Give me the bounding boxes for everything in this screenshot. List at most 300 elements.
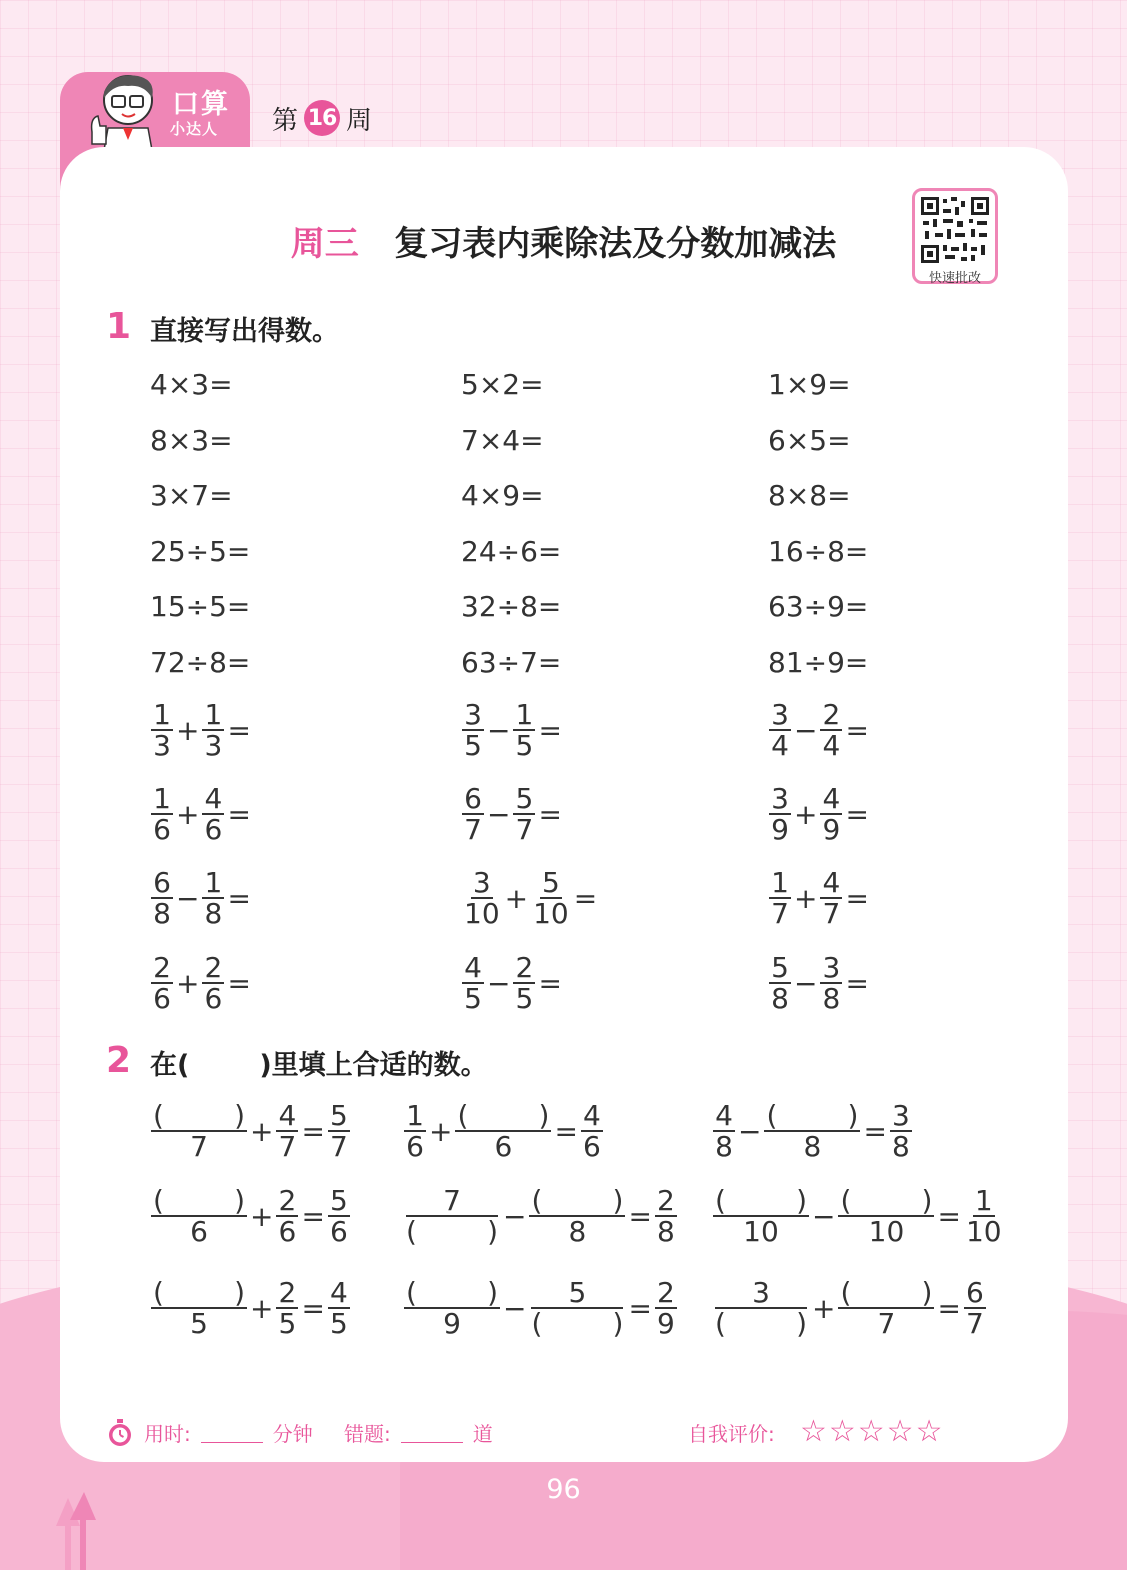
fraction bbox=[403, 1278, 501, 1339]
denominator: 10 bbox=[464, 897, 500, 931]
errors-field bbox=[344, 1418, 493, 1447]
numerator: 1 bbox=[151, 784, 173, 815]
numerator: 1 bbox=[513, 700, 535, 731]
operator: + bbox=[250, 1291, 274, 1325]
fraction-problem bbox=[150, 868, 253, 929]
numerator: 3 bbox=[820, 953, 842, 984]
denominator: 6 bbox=[204, 813, 223, 847]
fraction bbox=[889, 1101, 913, 1162]
fraction bbox=[512, 953, 536, 1014]
problem: 6×5= bbox=[768, 424, 851, 457]
denominator: 3 bbox=[204, 729, 223, 763]
paren-close: ) bbox=[487, 1276, 498, 1309]
numerator: 1 bbox=[151, 700, 173, 731]
denominator: 7 bbox=[515, 813, 534, 847]
denominator: 6 bbox=[330, 1215, 348, 1249]
equals: = bbox=[538, 713, 562, 747]
paren-open: ( bbox=[840, 1184, 852, 1217]
fraction bbox=[150, 1186, 248, 1247]
numerator bbox=[151, 1278, 247, 1309]
problem: 25÷5= bbox=[150, 535, 251, 568]
denominator: 5 bbox=[330, 1307, 348, 1341]
fraction bbox=[150, 1278, 248, 1339]
fill-problem bbox=[712, 1278, 987, 1339]
equals: = bbox=[554, 1114, 578, 1148]
qr-code-icon bbox=[921, 197, 989, 263]
fraction bbox=[150, 784, 174, 845]
denominator: 5 bbox=[464, 729, 482, 763]
answer-blank[interactable] bbox=[406, 1278, 498, 1307]
errors-unit: 道 bbox=[472, 1422, 493, 1446]
numerator: 5 bbox=[540, 868, 562, 899]
numerator bbox=[529, 1186, 625, 1217]
denominator: 8 bbox=[153, 897, 171, 931]
operator: + bbox=[504, 881, 529, 915]
denominator: 6 bbox=[494, 1130, 513, 1164]
numerator: 4 bbox=[713, 1101, 735, 1132]
equals: = bbox=[845, 713, 869, 747]
fraction bbox=[201, 700, 225, 761]
denominator: 4 bbox=[822, 729, 841, 763]
operator: + bbox=[429, 1114, 453, 1148]
denominator: 10 bbox=[743, 1215, 779, 1249]
numerator bbox=[151, 1186, 247, 1217]
section-1-number: 1 bbox=[106, 306, 132, 347]
fill-problem bbox=[403, 1101, 604, 1162]
answer-blank[interactable] bbox=[766, 1101, 858, 1130]
equals: = bbox=[573, 881, 598, 915]
numerator: 3 bbox=[471, 868, 493, 899]
fraction bbox=[768, 700, 792, 761]
operator: + bbox=[176, 713, 200, 747]
numerator: 5 bbox=[531, 1278, 623, 1309]
fraction-problem bbox=[461, 953, 564, 1014]
fraction bbox=[528, 1278, 626, 1339]
fraction bbox=[461, 784, 485, 845]
fraction bbox=[512, 784, 536, 845]
page-number: 96 bbox=[546, 1474, 581, 1505]
time-input-line[interactable] bbox=[201, 1442, 263, 1443]
numerator: 3 bbox=[715, 1278, 807, 1309]
numerator: 2 bbox=[820, 700, 842, 731]
fraction bbox=[654, 1278, 678, 1339]
answer-blank[interactable] bbox=[153, 1186, 245, 1215]
denominator: 8 bbox=[771, 982, 789, 1016]
stopwatch-icon bbox=[106, 1418, 134, 1448]
equals: = bbox=[863, 1114, 887, 1148]
numerator: 6 bbox=[462, 784, 484, 815]
equals: = bbox=[227, 966, 251, 1000]
equals: = bbox=[937, 1291, 961, 1325]
numerator: 6 bbox=[151, 868, 173, 899]
heading-day: 周三 bbox=[290, 224, 359, 264]
fraction bbox=[275, 1186, 299, 1247]
equals: = bbox=[937, 1199, 961, 1233]
fraction bbox=[327, 1186, 351, 1247]
denominator: 9 bbox=[822, 813, 841, 847]
fraction bbox=[150, 953, 174, 1014]
fraction bbox=[580, 1101, 604, 1162]
denominator: 7 bbox=[966, 1307, 984, 1341]
answer-blank[interactable] bbox=[840, 1278, 932, 1307]
numerator: 2 bbox=[276, 1278, 298, 1309]
operator: − bbox=[794, 966, 818, 1000]
denominator: 10 bbox=[965, 1215, 1002, 1249]
denominator: 5 bbox=[515, 982, 534, 1016]
paren-open: ( bbox=[531, 1184, 543, 1217]
problem: 63÷9= bbox=[768, 590, 869, 623]
numerator: 4 bbox=[820, 784, 842, 815]
errors-input-line[interactable] bbox=[401, 1442, 463, 1443]
operator: − bbox=[812, 1199, 836, 1233]
fraction-problem bbox=[461, 784, 564, 845]
fraction bbox=[819, 868, 843, 929]
numerator: 7 bbox=[406, 1186, 498, 1217]
fraction bbox=[530, 868, 572, 929]
fraction bbox=[512, 700, 536, 761]
denominator: 9 bbox=[443, 1307, 461, 1341]
fraction bbox=[763, 1101, 861, 1162]
section-2-title-suffix: )里填上合适的数。 bbox=[259, 1050, 488, 1081]
numerator: 1 bbox=[973, 1186, 995, 1217]
errors-label: 错题: bbox=[344, 1422, 391, 1446]
paren-open: ( bbox=[457, 1099, 469, 1132]
paren-close: ) bbox=[234, 1184, 245, 1217]
numerator: 6 bbox=[964, 1278, 986, 1309]
section-2-number: 2 bbox=[106, 1040, 132, 1081]
denominator: 6 bbox=[278, 1215, 297, 1249]
fraction bbox=[327, 1101, 351, 1162]
rating-stars[interactable]: ☆☆☆☆☆ bbox=[800, 1414, 945, 1449]
operator: + bbox=[176, 797, 200, 831]
denominator bbox=[404, 1215, 500, 1249]
paren-open: ( bbox=[153, 1184, 164, 1217]
denominator: 6 bbox=[583, 1130, 601, 1164]
numerator: 3 bbox=[769, 700, 791, 731]
qr-label: 快速批改 bbox=[928, 271, 981, 286]
equals: = bbox=[538, 966, 562, 1000]
time-field bbox=[144, 1418, 313, 1447]
numerator bbox=[455, 1101, 551, 1132]
problem: 7×4= bbox=[461, 424, 544, 457]
denominator: 9 bbox=[771, 813, 789, 847]
fill-problem bbox=[712, 1101, 913, 1162]
fraction bbox=[819, 784, 843, 845]
equals: = bbox=[227, 881, 251, 915]
fraction bbox=[403, 1101, 427, 1162]
numerator: 3 bbox=[890, 1101, 912, 1132]
fraction bbox=[327, 1278, 351, 1339]
heading-title: 复习表内乘除法及分数加减法 bbox=[394, 224, 837, 264]
paren-open: ( bbox=[766, 1099, 778, 1132]
numerator bbox=[764, 1101, 860, 1132]
paren-close: ) bbox=[234, 1099, 245, 1132]
problem: 4×3= bbox=[150, 368, 233, 401]
fraction bbox=[768, 868, 792, 929]
fraction-problem bbox=[768, 953, 871, 1014]
denominator: 8 bbox=[822, 982, 841, 1016]
badge-subtitle: 小达人 bbox=[170, 120, 219, 138]
fraction bbox=[528, 1186, 626, 1247]
equals: = bbox=[301, 1291, 325, 1325]
fraction bbox=[654, 1186, 678, 1247]
problem: 1×9= bbox=[768, 368, 851, 401]
equals: = bbox=[538, 797, 562, 831]
fraction bbox=[837, 1278, 935, 1339]
numerator: 3 bbox=[462, 700, 484, 731]
operator: + bbox=[250, 1199, 274, 1233]
fill-problem bbox=[403, 1278, 678, 1339]
denominator: 8 bbox=[892, 1130, 910, 1164]
equals: = bbox=[845, 797, 869, 831]
numerator: 1 bbox=[404, 1101, 426, 1132]
operator: − bbox=[487, 797, 511, 831]
operator: − bbox=[738, 1114, 762, 1148]
badge-title: 口算 bbox=[172, 89, 230, 120]
numerator: 5 bbox=[769, 953, 791, 984]
denominator: 7 bbox=[330, 1130, 348, 1164]
paren-close: ) bbox=[487, 1215, 498, 1249]
problem: 8×3= bbox=[150, 424, 233, 457]
numerator: 5 bbox=[513, 784, 535, 815]
fraction-problem bbox=[768, 784, 871, 845]
fraction-problem bbox=[461, 868, 599, 929]
fraction bbox=[963, 1278, 987, 1339]
problem: 24÷6= bbox=[461, 535, 562, 568]
qr-code-box[interactable] bbox=[912, 188, 998, 284]
fraction bbox=[403, 1186, 501, 1247]
fraction bbox=[275, 1278, 299, 1339]
time-unit: 分钟 bbox=[272, 1422, 313, 1446]
denominator: 5 bbox=[464, 982, 482, 1016]
mascot-icon bbox=[78, 70, 168, 150]
equals: = bbox=[628, 1291, 652, 1325]
numerator: 2 bbox=[513, 953, 535, 984]
denominator: 10 bbox=[533, 897, 569, 931]
problem: 3×7= bbox=[150, 479, 233, 512]
fraction bbox=[454, 1101, 552, 1162]
numerator: 5 bbox=[328, 1101, 350, 1132]
fraction bbox=[837, 1186, 935, 1247]
numerator: 1 bbox=[202, 700, 224, 731]
fraction bbox=[150, 700, 174, 761]
numerator bbox=[404, 1278, 500, 1309]
operator: − bbox=[487, 713, 511, 747]
denominator: 6 bbox=[204, 982, 223, 1016]
equals: = bbox=[845, 966, 869, 1000]
answer-blank[interactable] bbox=[715, 1307, 807, 1341]
answer-blank[interactable] bbox=[715, 1186, 807, 1215]
fraction-problem bbox=[150, 784, 253, 845]
numerator bbox=[838, 1278, 934, 1309]
equals: = bbox=[301, 1114, 325, 1148]
numerator: 2 bbox=[151, 953, 173, 984]
problem: 8×8= bbox=[768, 479, 851, 512]
fill-problem bbox=[150, 1101, 351, 1162]
fraction bbox=[819, 700, 843, 761]
numerator: 2 bbox=[655, 1278, 677, 1309]
denominator: 4 bbox=[771, 729, 789, 763]
denominator: 6 bbox=[406, 1130, 424, 1164]
fraction-problem bbox=[150, 953, 253, 1014]
paren-open: ( bbox=[840, 1276, 852, 1309]
numerator: 4 bbox=[820, 868, 842, 899]
problem: 81÷9= bbox=[768, 646, 869, 679]
denominator: 3 bbox=[153, 729, 171, 763]
week-prefix: 第 bbox=[272, 105, 299, 136]
fill-problem bbox=[150, 1186, 351, 1247]
answer-blank[interactable] bbox=[531, 1186, 623, 1215]
equals: = bbox=[301, 1199, 325, 1233]
fraction bbox=[201, 868, 225, 929]
numerator bbox=[713, 1186, 809, 1217]
paren-open: ( bbox=[153, 1099, 164, 1132]
numerator: 2 bbox=[655, 1186, 677, 1217]
denominator: 8 bbox=[715, 1130, 733, 1164]
rating-label: 自我评价: bbox=[688, 1422, 775, 1446]
denominator: 9 bbox=[657, 1307, 675, 1341]
section-1-title: 直接写出得数。 bbox=[150, 316, 339, 347]
operator: − bbox=[487, 966, 511, 1000]
denominator: 7 bbox=[190, 1130, 208, 1164]
numerator: 2 bbox=[276, 1186, 298, 1217]
paren-open: ( bbox=[406, 1276, 417, 1309]
numerator bbox=[151, 1101, 247, 1132]
section-2-title-prefix: 在( bbox=[150, 1050, 190, 1081]
denominator: 5 bbox=[190, 1307, 208, 1341]
week-suffix: 周 bbox=[346, 105, 373, 136]
paren-close: ) bbox=[847, 1099, 859, 1132]
operator: − bbox=[176, 881, 200, 915]
equals: = bbox=[227, 797, 251, 831]
numerator: 1 bbox=[202, 868, 224, 899]
fill-problem bbox=[403, 1186, 678, 1247]
denominator: 8 bbox=[657, 1215, 675, 1249]
week-indicator bbox=[272, 100, 372, 136]
week-number-badge: 16 bbox=[304, 100, 340, 136]
fraction bbox=[712, 1278, 810, 1339]
denominator: 6 bbox=[153, 813, 171, 847]
problem: 72÷8= bbox=[150, 646, 251, 679]
fraction bbox=[201, 784, 225, 845]
operator: − bbox=[503, 1199, 527, 1233]
fraction bbox=[461, 700, 485, 761]
equals: = bbox=[227, 713, 251, 747]
equals: = bbox=[845, 881, 869, 915]
fraction bbox=[819, 953, 843, 1014]
operator: + bbox=[794, 797, 818, 831]
numerator: 1 bbox=[769, 868, 791, 899]
fraction bbox=[963, 1186, 1005, 1247]
paren-close: ) bbox=[921, 1184, 933, 1217]
denominator: 6 bbox=[190, 1215, 208, 1249]
answer-blank[interactable] bbox=[840, 1186, 932, 1215]
operator: + bbox=[176, 966, 200, 1000]
fraction-problem bbox=[768, 700, 871, 761]
fraction bbox=[275, 1101, 299, 1162]
fill-problem bbox=[150, 1278, 351, 1339]
answer-blank[interactable] bbox=[531, 1307, 624, 1341]
denominator bbox=[713, 1307, 809, 1341]
denominator bbox=[529, 1307, 625, 1341]
operator: + bbox=[812, 1291, 836, 1325]
answer-blank[interactable] bbox=[406, 1215, 498, 1249]
paren-close: ) bbox=[612, 1307, 624, 1341]
equals: = bbox=[628, 1199, 652, 1233]
paren-close: ) bbox=[538, 1099, 550, 1132]
fraction bbox=[150, 1101, 248, 1162]
numerator: 3 bbox=[769, 784, 791, 815]
problem: 32÷8= bbox=[461, 590, 562, 623]
paren-close: ) bbox=[796, 1307, 807, 1341]
problem: 15÷5= bbox=[150, 590, 251, 623]
paren-close: ) bbox=[234, 1276, 245, 1309]
paren-open: ( bbox=[153, 1276, 164, 1309]
numerator: 4 bbox=[202, 784, 224, 815]
denominator: 8 bbox=[568, 1215, 587, 1249]
fraction bbox=[461, 868, 503, 929]
fraction bbox=[768, 784, 792, 845]
denominator: 8 bbox=[803, 1130, 822, 1164]
numerator bbox=[838, 1186, 934, 1217]
fraction-problem bbox=[150, 700, 253, 761]
answer-blank[interactable] bbox=[457, 1101, 549, 1130]
denominator: 7 bbox=[822, 897, 841, 931]
operator: + bbox=[250, 1114, 274, 1148]
time-label: 用时: bbox=[144, 1422, 191, 1446]
paren-open: ( bbox=[715, 1184, 726, 1217]
fraction bbox=[712, 1186, 810, 1247]
denominator: 5 bbox=[515, 729, 534, 763]
denominator: 7 bbox=[877, 1307, 896, 1341]
pencil-arrows-icon bbox=[52, 1490, 102, 1570]
section-2-title bbox=[150, 1043, 488, 1082]
problem: 16÷8= bbox=[768, 535, 869, 568]
denominator: 6 bbox=[153, 982, 171, 1016]
problem: 63÷7= bbox=[461, 646, 562, 679]
operator: − bbox=[503, 1291, 527, 1325]
numerator: 4 bbox=[581, 1101, 603, 1132]
fill-problem bbox=[712, 1186, 1005, 1247]
fraction bbox=[712, 1101, 736, 1162]
paren-close: ) bbox=[921, 1276, 933, 1309]
fraction bbox=[150, 868, 174, 929]
denominator: 8 bbox=[204, 897, 223, 931]
numerator: 4 bbox=[462, 953, 484, 984]
answer-blank[interactable] bbox=[153, 1278, 245, 1307]
fraction bbox=[768, 953, 792, 1014]
numerator: 4 bbox=[276, 1101, 298, 1132]
denominator: 10 bbox=[868, 1215, 905, 1249]
fraction bbox=[461, 953, 485, 1014]
problem: 4×9= bbox=[461, 479, 544, 512]
paren-close: ) bbox=[612, 1184, 624, 1217]
denominator: 7 bbox=[278, 1130, 297, 1164]
operator: + bbox=[794, 881, 818, 915]
paren-close: ) bbox=[796, 1184, 807, 1217]
numerator: 2 bbox=[202, 953, 224, 984]
denominator: 7 bbox=[464, 813, 482, 847]
answer-blank[interactable] bbox=[153, 1101, 245, 1130]
operator: − bbox=[794, 713, 818, 747]
problem: 5×2= bbox=[461, 368, 544, 401]
denominator: 7 bbox=[771, 897, 789, 931]
paren-open: ( bbox=[715, 1307, 726, 1341]
paren-open: ( bbox=[531, 1307, 543, 1341]
fraction-problem bbox=[461, 700, 564, 761]
numerator: 4 bbox=[328, 1278, 350, 1309]
fraction bbox=[201, 953, 225, 1014]
